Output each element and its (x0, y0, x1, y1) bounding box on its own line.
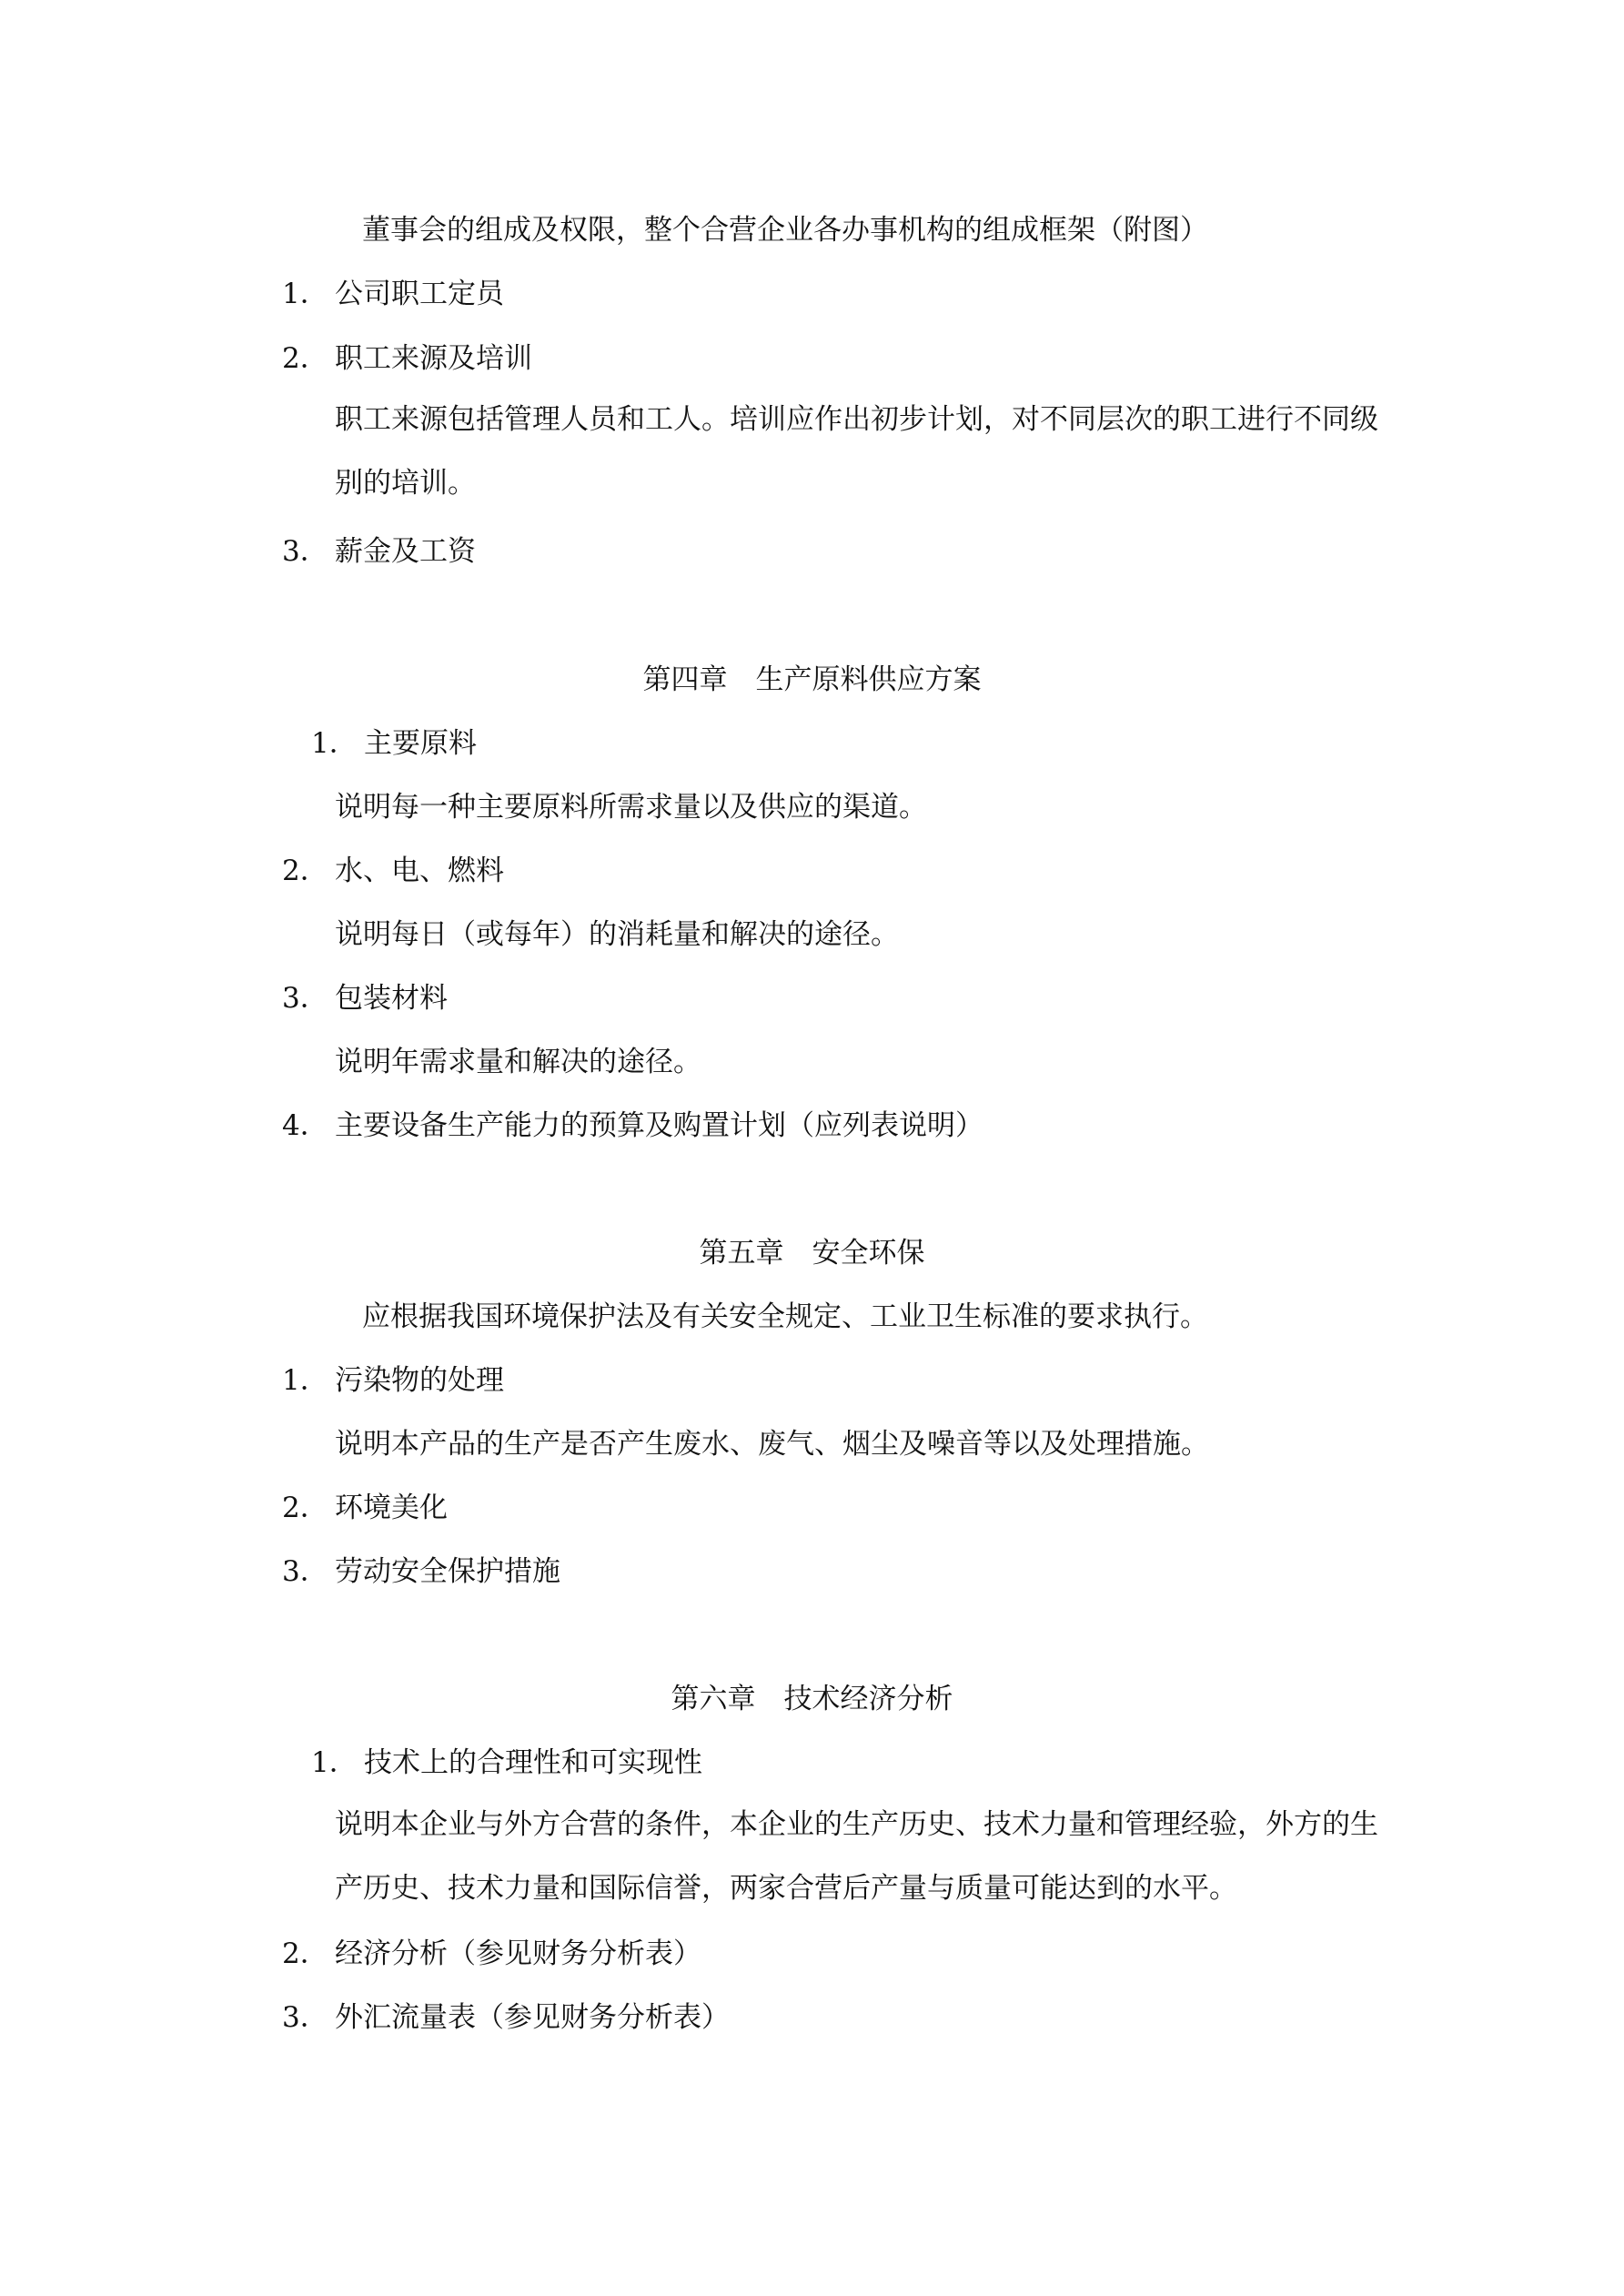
list-item (282, 1553, 560, 1590)
item-number: 1． (282, 1364, 328, 1397)
training-paragraph (249, 388, 1397, 515)
list-item (282, 980, 448, 1017)
list-item (282, 1362, 504, 1399)
item-description: 说明每一种主要原料所需求量以及供应的渠道。 (335, 791, 927, 824)
item-text: 外汇流量表（参见财务分析表） (335, 2001, 730, 2034)
item-text: 经济分析（参见财务分析表） (335, 1937, 701, 1970)
item-number: 1． (282, 278, 328, 310)
item-text: 水、电、燃料 (335, 855, 504, 887)
list-item (282, 1490, 448, 1526)
chapter-heading: 第四章 生产原料供应方案 (642, 663, 982, 696)
list-item (311, 1745, 702, 1781)
item-text: 包装材料 (335, 982, 448, 1015)
item-number: 2． (282, 1492, 328, 1524)
chapter-heading: 第六章 技术经济分析 (671, 1683, 953, 1715)
list-item (282, 1936, 701, 1972)
item-text: 公司职工定员 (335, 278, 504, 310)
item-text: 主要设备生产能力的预算及购置计划（应列表说明） (335, 1109, 983, 1142)
item-number: 3． (282, 535, 328, 568)
item-number: 1． (311, 1746, 358, 1779)
list-item (282, 1999, 730, 2036)
paragraph-text: 职工来源包括管理人员和工人。培训应作出初步计划，对不同层次的职工进行不同级别的培训。 (335, 403, 1378, 500)
item-text: 主要原料 (364, 727, 477, 760)
item-number: 1． (311, 727, 358, 760)
item-text: 技术上的合理性和可实现性 (364, 1746, 702, 1779)
paragraph-text: 说明本企业与外方合营的条件，本企业的生产历史、技术力量和管理经验，外方的生产历史、技术力量和国际信誉，两家合营后产量与质量可能达到的水平。 (335, 1808, 1378, 1905)
item-text: 劳动安全保护措施 (335, 1555, 560, 1588)
item-number: 3． (282, 2001, 328, 2034)
item-description: 说明年需求量和解决的途径。 (335, 1046, 701, 1078)
item-number: 2． (282, 1937, 328, 1970)
list-item (282, 276, 504, 312)
item-number: 4． (282, 1109, 328, 1142)
list-item (311, 725, 477, 762)
list-item (282, 1108, 983, 1144)
item-description: 说明本产品的生产是否产生废水、废气、烟尘及噪音等以及处理措施。 (335, 1428, 1209, 1461)
item-number: 2． (282, 855, 328, 887)
item-text: 环境美化 (335, 1492, 448, 1524)
item-text: 薪金及工资 (335, 535, 476, 568)
item-text: 污染物的处理 (335, 1364, 504, 1397)
list-item (282, 533, 476, 570)
list-item (282, 853, 504, 889)
chapter-heading: 第五章 安全环保 (699, 1237, 925, 1269)
item-number: 2． (282, 342, 328, 375)
item-text: 职工来源及培训 (335, 342, 532, 375)
item-description: 说明每日（或每年）的消耗量和解决的途径。 (335, 918, 899, 951)
section-intro: 董事会的组成及权限，整个合营企业各办事机构的组成框架（附图） (362, 214, 1208, 247)
chapter-intro: 应根据我国环境保护法及有关安全规定、工业卫生标准的要求执行。 (362, 1300, 1208, 1333)
item-number: 3． (282, 982, 328, 1015)
technical-paragraph (249, 1793, 1397, 1920)
list-item (282, 340, 532, 377)
item-number: 3． (282, 1555, 328, 1588)
